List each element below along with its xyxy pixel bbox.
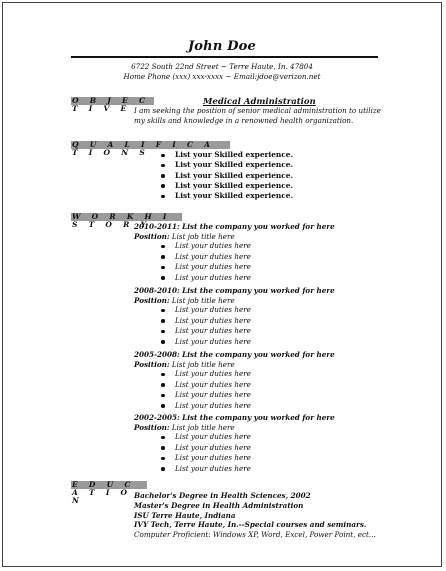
duty-item: List your duties here [159, 390, 335, 401]
duty-item: List your duties here [159, 273, 335, 284]
duty-item: List your duties here [159, 262, 335, 273]
qualification-item: List your Skilled experience. [159, 181, 293, 191]
duty-item: List your duties here [159, 326, 335, 337]
duty-item: List your duties here [159, 316, 335, 327]
duty-item: List your duties here [159, 453, 335, 464]
duty-item: List your duties here [159, 432, 335, 443]
qualification-item: List your Skilled experience. [159, 160, 293, 170]
position-title: List job title here [171, 422, 235, 432]
duty-item: List your duties here [159, 252, 335, 263]
address-line: 6722 South 22nd Street ~ Terre Haute, In. 47804 [131, 62, 313, 71]
education-line: Computer Proficient: Windows XP, Word, Excel, Power Point, ect... [134, 530, 376, 540]
duties-list [159, 241, 335, 283]
qualification-item: List your Skilled experience. [159, 150, 293, 160]
qualifications-list [159, 150, 293, 201]
position-label: Position: [134, 231, 170, 241]
qualification-item: List your Skilled experience. [159, 171, 293, 181]
section-qualifications: Q U A L I F I C A T I O N S [71, 141, 230, 149]
objective-text: I am seeking the position of senior medical administration to utilize my skills and knowledge in a renowned health organization. [134, 106, 381, 125]
job-entry [134, 413, 335, 474]
position-label: Position: [134, 422, 170, 432]
job-header: 2002-2005: List the company you worked for here [134, 413, 335, 422]
job-entry [134, 350, 335, 411]
position-title: List job title here [171, 231, 235, 241]
duty-item: List your duties here [159, 401, 335, 412]
qualification-item: List your Skilled experience. [159, 191, 293, 201]
education-line: ISU Terre Haute, Indiana [134, 510, 236, 520]
duty-item: List your duties here [159, 380, 335, 391]
duty-item: List your duties here [159, 464, 335, 475]
job-position [134, 296, 335, 306]
objective-title: Medical Administration [203, 97, 316, 107]
position-label: Position: [134, 295, 170, 305]
duties-list [159, 432, 335, 474]
education-line: IVY Tech, Terre Haute, In.--Special courses and seminars. [134, 520, 367, 530]
education-line: Bachelor's Degree in Health Sciences, 2002 [134, 491, 311, 500]
duty-item: List your duties here [159, 241, 335, 252]
duty-item: List your duties here [159, 369, 335, 380]
job-header: 2005-2008: List the company you worked for here [134, 350, 335, 359]
job-position [134, 232, 335, 242]
job-entry [134, 222, 335, 283]
job-header: 2010-2011: List the company you worked for here [134, 222, 335, 231]
resume-page [2, 2, 442, 567]
job-position [134, 423, 335, 433]
section-education: E D U C A T I O N [71, 481, 147, 489]
contact-line: Home Phone (xxx) xxx-xxxx ~ Email:jdoe@verizon.net [123, 72, 321, 81]
duty-item: List your duties here [159, 337, 335, 348]
education-line: Master's Degree in Health Administration [134, 500, 304, 510]
duties-list [159, 369, 335, 411]
education-block [134, 491, 376, 540]
position-label: Position: [134, 359, 170, 369]
job-position [134, 360, 335, 370]
position-title: List job title here [171, 295, 235, 305]
job-header: 2008-2010: List the company you worked for here [134, 286, 335, 295]
section-objective: O B J E C T I V E [71, 97, 154, 105]
resume-name: John Doe [187, 39, 257, 54]
job-entry [134, 286, 335, 347]
position-title: List job title here [171, 359, 235, 369]
section-work-history: W O R K H I S T O R Y [71, 213, 182, 221]
header-rule [71, 56, 378, 58]
duty-item: List your duties here [159, 305, 335, 316]
contact-block [3, 62, 441, 82]
duty-item: List your duties here [159, 443, 335, 454]
duties-list [159, 305, 335, 347]
